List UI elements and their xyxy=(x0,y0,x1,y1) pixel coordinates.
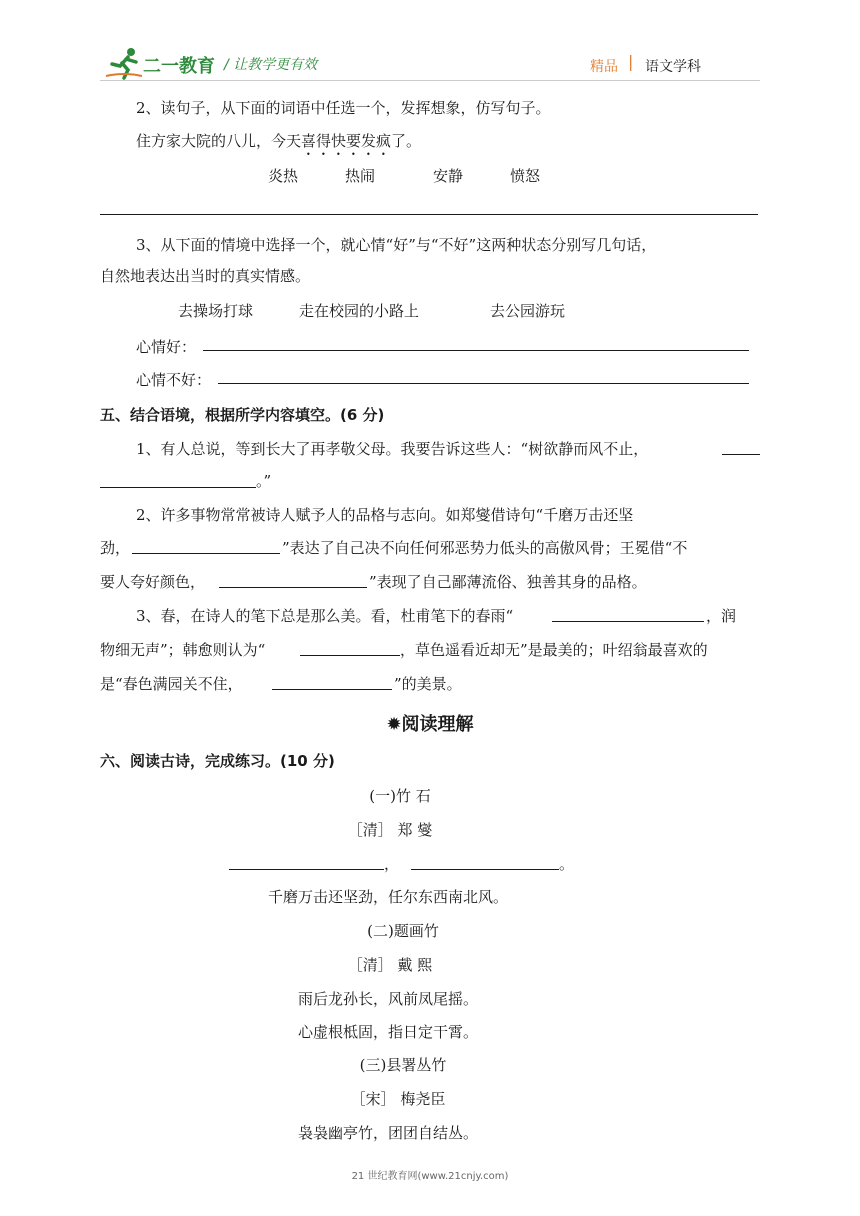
poem2-line2: 心虚根柢固，指日定干霄。 xyxy=(297,1023,478,1041)
poem1-period: 。 xyxy=(559,855,575,873)
q5-item2-line3-start: 要人夸好颜色， xyxy=(100,573,206,591)
q5-item2-line2-end: ”表达了自己决不向任何邪恶势力低头的高傲风骨；王冕借“不 xyxy=(282,539,688,557)
q4-item2-sentence xyxy=(136,130,421,159)
header-rule xyxy=(100,80,760,81)
q5-item2-line3-end: ”表现了自己鄙薄流俗、独善其身的品格。 xyxy=(369,573,647,591)
poem2-author: ［清］ 戴 熙 xyxy=(347,956,433,974)
q5-item2-blank-b[interactable] xyxy=(219,587,367,588)
word-option-0: 炎热 xyxy=(268,167,299,185)
badge-separator: | xyxy=(628,52,634,71)
sentence-pre: 住方家大院的八儿，今天 xyxy=(136,132,302,150)
word-option-1: 热闹 xyxy=(345,167,376,185)
mood-bad-label: 心情不好： xyxy=(136,371,212,389)
logo-text: 二一教育 xyxy=(143,56,215,77)
q5-item3-blank-a[interactable] xyxy=(552,621,704,622)
q5-item1-blank-b[interactable] xyxy=(100,487,256,488)
poem1-line2: 千磨万击还坚劲，任尔东西南北风。 xyxy=(267,888,508,906)
q5-item3-line1-end: ，润 xyxy=(706,607,737,625)
q5-item3-blank-b[interactable] xyxy=(300,655,400,656)
q5-item1-line1: 1、有人总说，等到长大了再孝敬父母。我要告诉这些人：“树欲静而风不止， xyxy=(136,440,649,458)
poem1-title: (一)竹 石 xyxy=(369,787,431,805)
scene-option-2: 去公园游玩 xyxy=(490,302,566,320)
scene-option-1: 走在校园的小路上 xyxy=(299,302,420,320)
word-option-2: 安静 xyxy=(433,167,464,185)
poem1-blank-a[interactable] xyxy=(229,869,384,870)
q5-item3-blank-c[interactable] xyxy=(272,689,392,690)
footer: 21 世纪教育网(www.21cnjy.com) xyxy=(351,1171,509,1182)
q5-item3-line3-end: ”的美景。 xyxy=(394,675,462,693)
poem1-author: ［清］ 郑 燮 xyxy=(347,821,433,839)
scene-option-0: 去操场打球 xyxy=(178,302,254,320)
q5-item1-blank-a[interactable] xyxy=(722,454,760,455)
q6-title: 六、阅读古诗，完成练习。(10 分) xyxy=(100,752,335,770)
poem3-title: (三)县署丛竹 xyxy=(359,1056,447,1074)
q5-item2-blank-a[interactable] xyxy=(132,553,280,554)
subject-badge: 语文学科 xyxy=(645,59,701,75)
slogan: / 让教学更有效 xyxy=(224,57,318,73)
poem2-line1: 雨后龙孙长，风前凤尾摇。 xyxy=(297,990,478,1008)
answer-line-item2[interactable] xyxy=(100,214,758,215)
logo-runner-icon xyxy=(104,46,144,80)
poem2-title: (二)题画竹 xyxy=(367,922,439,940)
mood-good-label: 心情好： xyxy=(136,338,197,356)
poem3-line1: 袅袅幽亭竹，团团自结丛。 xyxy=(297,1124,478,1142)
mood-good-answer-line[interactable] xyxy=(203,350,749,351)
mood-bad-answer-line[interactable] xyxy=(218,383,749,384)
q5-item3-line2-end: ，草色遥看近却无”是最美的；叶绍翁最喜欢的 xyxy=(400,641,708,659)
q4-item3-prompt-line1: 3、从下面的情境中选择一个，就心情“好”与“不好”这两种状态分别写几句话， xyxy=(136,236,657,254)
quality-badge: 精品 xyxy=(590,59,618,75)
poem1-blank-b[interactable] xyxy=(411,869,559,870)
q5-item3-line2-start: 物细无声”；韩愈则认为“ xyxy=(100,641,266,659)
poem1-comma: ， xyxy=(384,855,400,873)
q5-item3-line1-start: 3、春，在诗人的笔下总是那么美。看，杜甫笔下的春雨“ xyxy=(136,607,514,625)
section-heading-reading: ✹阅读理解 xyxy=(386,714,474,735)
word-option-3: 愤怒 xyxy=(510,167,541,185)
q5-item1-line2-end: 。” xyxy=(256,472,272,490)
q5-item2-line1: 2、许多事物常常被诗人赋予人的品格与志向。如郑燮借诗句“千磨万击还坚 xyxy=(136,506,634,524)
q4-item2-prompt: 2、读句子，从下面的词语中任选一个，发挥想象，仿写句子。 xyxy=(136,99,551,117)
q5-item2-line2-start: 劲， xyxy=(100,539,131,557)
sentence-dotted: 喜得快要发疯 xyxy=(301,132,392,150)
poem3-author: ［宋］ 梅尧臣 xyxy=(350,1090,446,1108)
q5-item3-line3-start: 是“春色满园关不住， xyxy=(100,675,243,693)
q5-title: 五、结合语境，根据所学内容填空。(6 分) xyxy=(100,406,385,424)
q4-item3-prompt-line2: 自然地表达出当时的真实情感。 xyxy=(100,267,311,285)
sentence-post: 了。 xyxy=(391,132,422,150)
